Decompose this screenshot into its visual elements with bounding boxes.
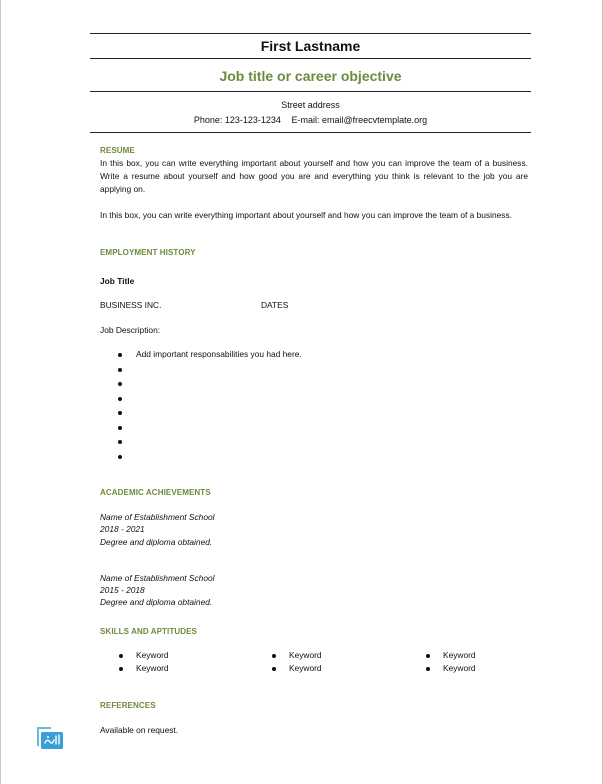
references-text: Available on request. <box>100 725 179 735</box>
employment-dates: DATES <box>261 300 289 310</box>
school-years: 2015 - 2018 <box>100 585 145 595</box>
company-name: BUSINESS INC. <box>100 300 162 310</box>
academic-heading: ACADEMIC ACHIEVEMENTS <box>100 488 211 497</box>
bullet-icon <box>118 455 122 459</box>
resume-paragraph-2: In this box, you can write everything important about yourself and how you can improve the team of a business. <box>100 210 512 220</box>
bullet-icon <box>118 397 122 401</box>
bullet-icon <box>426 667 430 671</box>
bullet-icon <box>118 353 122 357</box>
references-heading: REFERENCES <box>100 701 156 710</box>
resume-paragraph-1: In this box, you can write everything important about yourself and how you can improve the team of a business. Write a resume about yourself and how good you are and everything you think is relevant to the job you are applying on. <box>100 158 528 194</box>
full-name: First Lastname <box>260 38 361 54</box>
employment-heading: EMPLOYMENT HISTORY <box>100 248 196 257</box>
top-rule <box>90 33 531 34</box>
skills-heading: SKILLS AND APTITUDES <box>100 627 197 636</box>
phone-number: Phone: 123-123-1234 <box>193 115 281 125</box>
bullet-icon <box>119 667 123 671</box>
email-address: E-mail: email@freecvtemplate.org <box>291 115 428 125</box>
school-name: Name of Establishment School <box>100 512 215 522</box>
bullet-icon <box>118 382 122 386</box>
resume-page: First Lastname Job title or career objective Street address Phone: 123-123-1234 E-mail: email@freecvtemplate.org RESUME In this box, you can write everything important about yourself and how you can improve the team of a business. Write a resume about yourself and how good you are and everything you think is relevant to the job you are applying on. In this box, you can write everything important about yourself and how you can improve the team of a business. EMPLOYMENT HISTORY Job Title BUSINESS INC. DATES Job Description: Add important responsabilities you had here. ACADEMIC ACHIEVEMENTS Name of Establishment School 2018 - 2021 Degree and diploma obtained. Name of Establishment School 2015 - 2018 Degree and diploma obtained. SKILLS AND APTITUDES Keyword Keyword Keyword Keyword Keyword Keyword REFERENCES Available on request. <box>0 0 603 784</box>
degree-obtained: Degree and diploma obtained. <box>100 597 213 607</box>
contact-rule <box>90 132 531 133</box>
bullet-icon <box>272 667 276 671</box>
street-address: Street address <box>281 100 340 110</box>
job-description-label: Job Description: <box>100 325 161 335</box>
school-name: Name of Establishment School <box>100 573 215 583</box>
bullet-icon <box>118 411 122 415</box>
job-title-objective: Job title or career objective <box>219 68 402 84</box>
bullet-icon <box>118 368 122 372</box>
bullet-icon <box>119 654 123 658</box>
contact-line <box>90 115 531 125</box>
bullet-icon <box>118 440 122 444</box>
watermark-logo-icon <box>34 724 66 752</box>
school-years: 2018 - 2021 <box>100 524 145 534</box>
degree-obtained: Degree and diploma obtained. <box>100 537 213 547</box>
bullet-icon <box>272 654 276 658</box>
bullet-icon <box>118 426 122 430</box>
employment-job-title: Job Title <box>100 276 135 286</box>
resume-heading: RESUME <box>100 146 135 155</box>
name-rule <box>90 58 531 59</box>
bullet-icon <box>426 654 430 658</box>
title-rule <box>90 91 531 92</box>
